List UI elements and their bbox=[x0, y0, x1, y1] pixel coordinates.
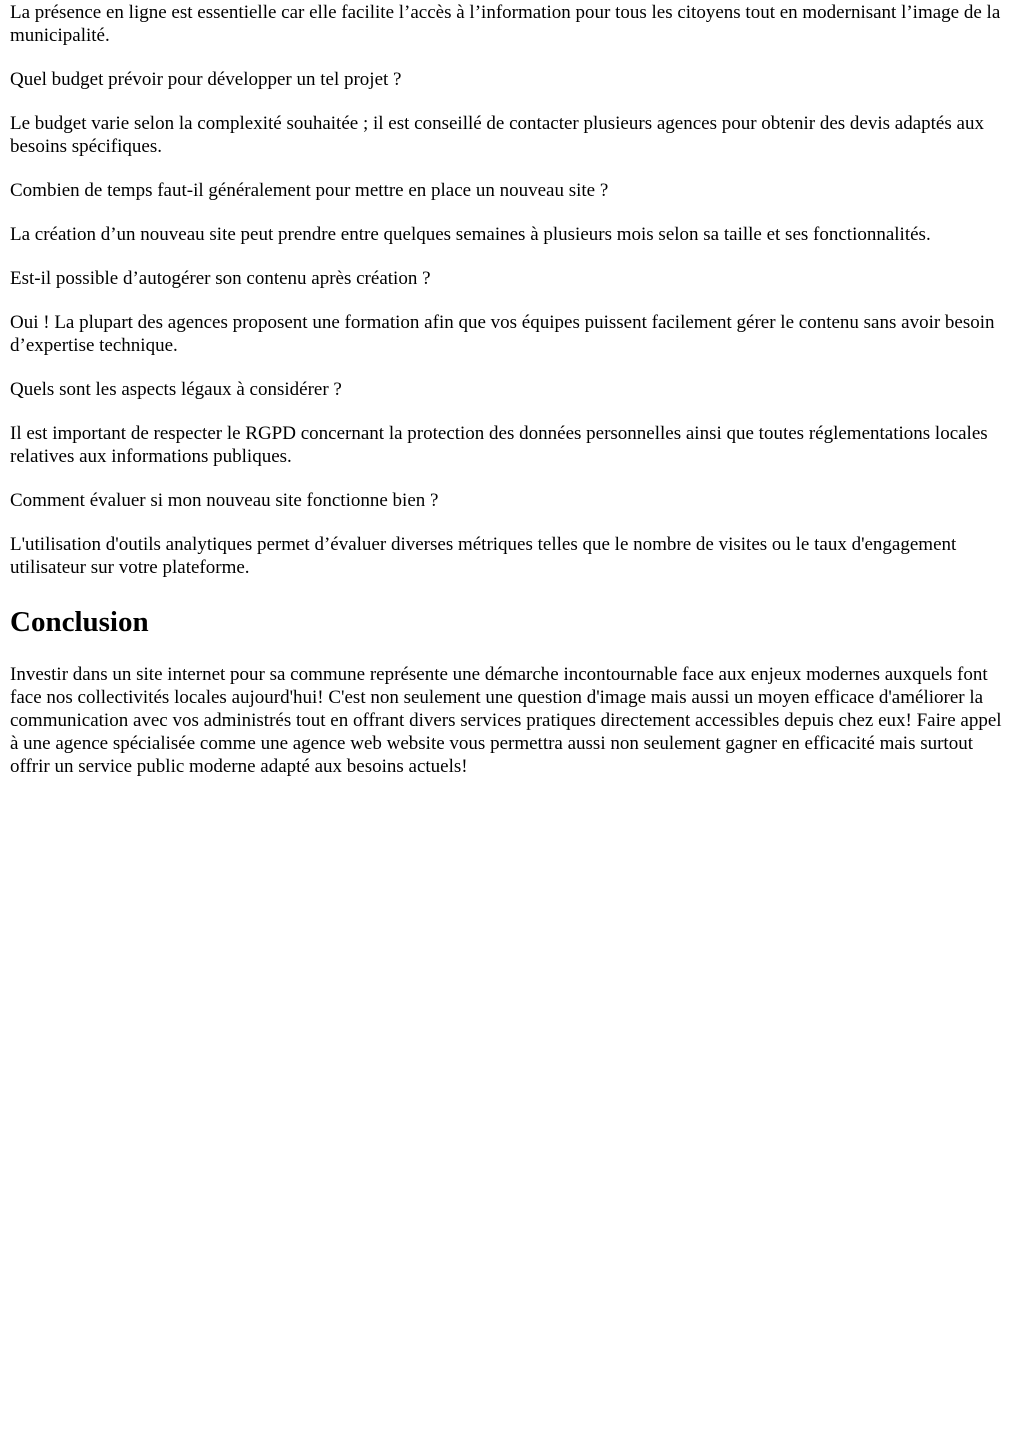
faq-answer: La création d’un nouveau site peut prendre entre quelques semaines à plusieurs mois selon sa taille et ses fonctionnalités. bbox=[10, 224, 931, 245]
faq-answer: Il est important de respecter le RGPD concernant la protection des données personnelles ainsi que toutes réglementations locales relatives aux informations publiques. bbox=[10, 423, 988, 467]
faq-answer: Oui ! La plupart des agences proposent une formation afin que vos équipes puissent facilement gérer le contenu sans avoir besoin d’expertise technique. bbox=[10, 312, 995, 356]
faq-question: Quel budget prévoir pour développer un tel projet ? bbox=[10, 69, 402, 90]
faq-answer: L'utilisation d'outils analytiques permet d’évaluer diverses métriques telles que le nombre de visites ou le taux d'engagement utilisateur sur votre plateforme. bbox=[10, 534, 957, 578]
faq-question: Est-il possible d’autogérer son contenu après création ? bbox=[10, 268, 431, 289]
faq-answer: Le budget varie selon la complexité souhaitée ; il est conseillé de contacter plusieurs agences pour obtenir des devis adaptés aux besoins spécifiques. bbox=[10, 113, 984, 157]
faq-question: Combien de temps faut-il généralement pour mettre en place un nouveau site ? bbox=[10, 180, 609, 201]
conclusion-heading: Conclusion bbox=[10, 606, 149, 638]
faq-answer: La présence en ligne est essentielle car elle facilite l’accès à l’information pour tous les citoyens tout en modernisant l’image de la municipalité. bbox=[10, 2, 1001, 46]
faq-question: Comment évaluer si mon nouveau site fonctionne bien ? bbox=[10, 490, 439, 511]
article-body bbox=[0, 1, 1024, 778]
conclusion-text: Investir dans un site internet pour sa commune représente une démarche incontournable face aux enjeux modernes auxquels font face nos collectivités locales aujourd'hui! C'est non seulement une question d'image mais aussi un moyen efficace d'améliorer la communication avec vos administrés tout en offrant divers services pratiques directement accessibles depuis chez eux! Faire appel à une agence spécialisée comme une agence web website vous permettra aussi non seulement gagner en efficacité mais surtout offrir un service public moderne adapté aux besoins actuels! bbox=[10, 664, 1002, 777]
faq-question: Quels sont les aspects légaux à considérer ? bbox=[10, 379, 342, 400]
